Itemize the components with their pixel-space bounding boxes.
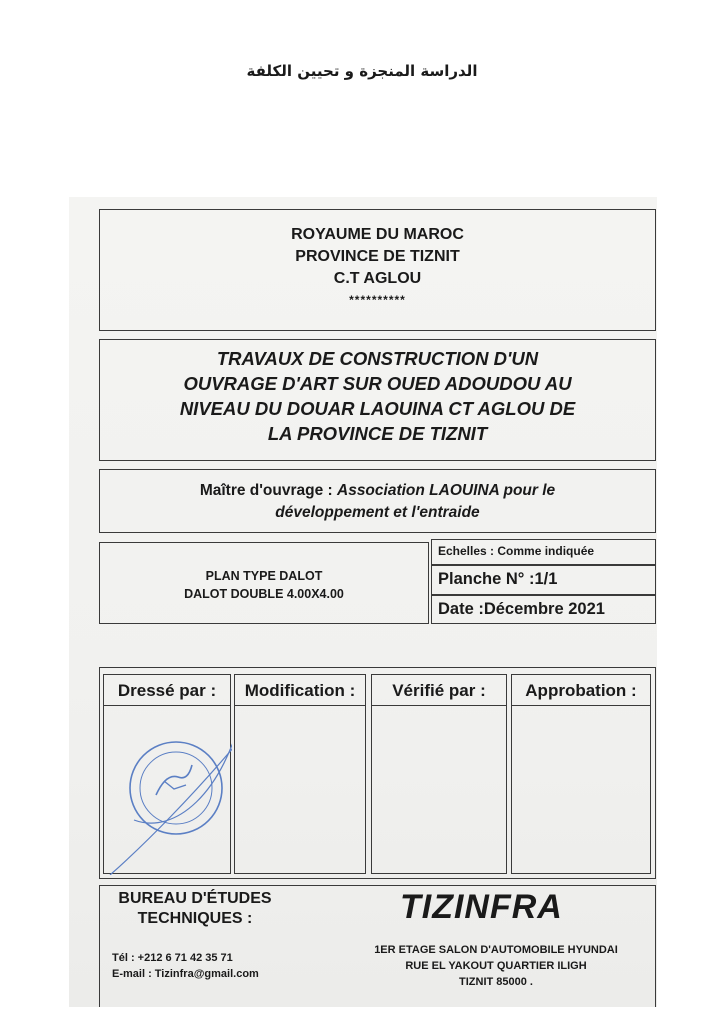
company-stamp bbox=[104, 675, 232, 875]
project-title-line-4: LA PROVINCE DE TIZNIT bbox=[267, 423, 488, 444]
project-title-line-3: NIVEAU DU DOUAR LAOUINA CT AGLOU DE bbox=[179, 398, 576, 419]
phone-text: Tél : +212 6 71 42 35 71 bbox=[112, 952, 233, 964]
header-block bbox=[99, 209, 656, 331]
address-line-3: TIZNIT 85000 . bbox=[459, 976, 533, 988]
plan-block bbox=[99, 542, 429, 624]
header-line-province: PROVINCE DE TIZNIT bbox=[295, 248, 460, 265]
modification-area bbox=[235, 705, 365, 873]
project-title-line-2: OUVRAGE D'ART SUR OUED ADOUDOU AU bbox=[183, 373, 572, 394]
address-line-1: 1ER ETAGE SALON D'AUTOMOBILE HYUNDAI bbox=[374, 944, 618, 956]
signature-col-modification bbox=[234, 674, 366, 874]
date-cell bbox=[431, 595, 656, 624]
bureau-line-2: TECHNIQUES : bbox=[137, 910, 253, 927]
header-line-commune: C.T AGLOU bbox=[333, 270, 422, 287]
scales-text: Echelles : Comme indiquée bbox=[438, 544, 595, 558]
signature-col-verified-by bbox=[371, 674, 507, 874]
title-block-sheet bbox=[69, 197, 657, 1007]
owner-name-line-1: Association LAOUINA pour le bbox=[337, 482, 556, 499]
signature-col-drawn-by bbox=[103, 674, 231, 874]
project-title-line-1: TRAVAUX DE CONSTRUCTION D'UN bbox=[216, 348, 539, 369]
plan-line-2: DALOT DOUBLE 4.00X4.00 bbox=[184, 587, 344, 601]
modification-label: Modification : bbox=[244, 681, 356, 700]
owner-label: Maître d'ouvrage : bbox=[199, 482, 337, 499]
header-stars: ********** bbox=[349, 293, 406, 307]
verified-by-area bbox=[372, 705, 506, 873]
drawn-by-label: Dressé par : bbox=[117, 681, 217, 700]
company-logo: TIZINFRA bbox=[400, 888, 563, 926]
owner-line-1 bbox=[100, 482, 655, 500]
bureau-line-1: BUREAU D'ÉTUDES bbox=[118, 890, 272, 907]
email-text: E-mail : Tizinfra@gmail.com bbox=[112, 968, 259, 980]
sheet-number-cell bbox=[431, 565, 656, 595]
page-heading: الدراسة المنجزة و تحيين الكلفة bbox=[246, 62, 478, 80]
footer-block bbox=[99, 885, 656, 1007]
date-text: Date :Décembre 2021 bbox=[438, 600, 605, 618]
sheet-number-text: Planche N° :1/1 bbox=[438, 570, 558, 588]
owner-name-line-2: développement et l'entraide bbox=[275, 504, 480, 521]
approval-label: Approbation : bbox=[525, 681, 637, 700]
plan-line-1: PLAN TYPE DALOT bbox=[205, 569, 323, 583]
signature-col-approval bbox=[511, 674, 651, 874]
verified-by-label: Vérifié par : bbox=[392, 681, 486, 700]
address-line-2: RUE EL YAKOUT QUARTIER ILIGH bbox=[405, 960, 587, 972]
header-line-kingdom: ROYAUME DU MAROC bbox=[291, 226, 464, 243]
project-title-block bbox=[99, 339, 656, 461]
approval-area bbox=[512, 705, 650, 873]
owner-block bbox=[99, 469, 656, 533]
scales-cell bbox=[431, 539, 656, 565]
